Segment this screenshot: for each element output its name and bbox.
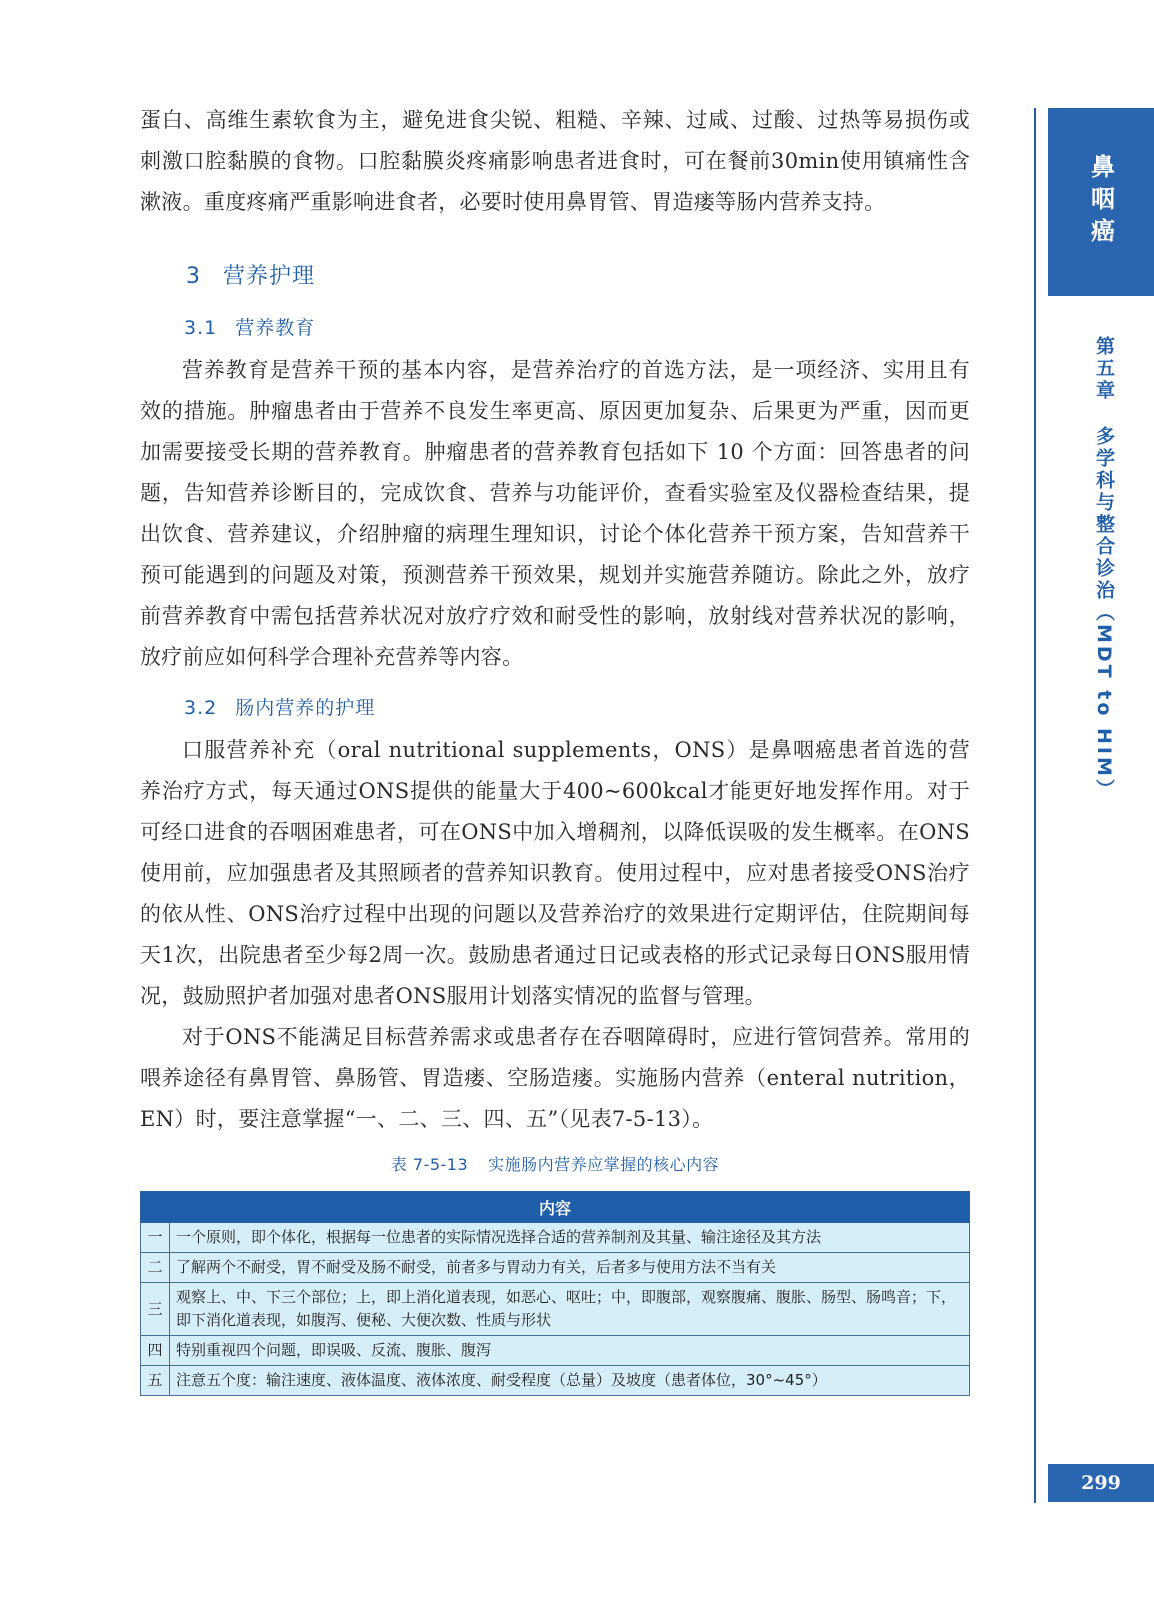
chapter-name: 多学科与整合诊治（MDT to HIM）	[1093, 426, 1115, 801]
paragraph: 蛋白、高维生素软食为主，避免进食尖锐、粗糙、辛辣、过咸、过酸、过热等易损伤或刺激口腔黏膜的食物。口腔黏膜炎疼痛影响患者进食时，可在餐前30min使用镇痛性含漱液。重度疼痛严重影响进食者，必要时使用鼻胃管、胃造瘘等肠内营养支持。	[140, 108, 970, 214]
row-text: 特别重视四个问题，即误吸、反流、腹胀、腹泻	[170, 1336, 970, 1366]
subsection-number: 3.2	[184, 697, 218, 719]
section-title: 营养护理	[223, 264, 316, 289]
row-text: 注意五个度：输注速度、液体温度、液体浓度、耐受程度（总量）及坡度（患者体位，30°~45°）	[170, 1366, 970, 1396]
row-index: 三	[141, 1283, 170, 1336]
chapter-tab	[1048, 108, 1154, 296]
row-index: 二	[141, 1253, 170, 1283]
page-content	[140, 100, 970, 1396]
section-heading	[186, 259, 970, 290]
paragraph: 口服营养补充（oral nutritional supplements，ONS）是鼻咽癌患者首选的营养治疗方式，每天通过ONS提供的能量大于400~600kcal才能更好地发挥作用。对于可经口进食的吞咽困难患者，可在ONS中加入增稠剂，以降低误吸的发生概率。在ONS使用前，应加强患者及其照顾者的营养知识教育。使用过程中，应对患者接受ONS治疗的依从性、ONS治疗过程中出现的问题以及营养治疗的效果进行定期评估，住院期间每天1次，出院患者至少每2周一次。鼓励患者通过日记或表格的形式记录每日ONS服用情况，鼓励照护者加强对患者ONS服用计划落实情况的监督与管理。	[140, 738, 970, 1008]
section-number: 3	[186, 264, 201, 289]
table-row	[141, 1223, 970, 1253]
row-text: 观察上、中、下三个部位；上，即上消化道表现，如恶心、呕吐；中，即腹部，观察腹痛、腹胀、肠型、肠鸣音；下，即下消化道表现，如腹泻、便秘、大便次数、性质与形状	[170, 1283, 970, 1336]
table-row	[141, 1366, 970, 1396]
subsection-title: 营养教育	[235, 317, 316, 339]
chapter-title	[1078, 336, 1118, 801]
page-number: 299	[1048, 1464, 1154, 1502]
core-content-table	[140, 1191, 970, 1396]
table-caption	[140, 1152, 970, 1175]
row-index: 五	[141, 1366, 170, 1396]
subsection-number: 3.1	[184, 317, 218, 339]
table-row	[141, 1336, 970, 1366]
table-number: 表 7-5-13	[390, 1155, 469, 1174]
row-text: 了解两个不耐受，胃不耐受及肠不耐受，前者多与胃动力有关，后者多与使用方法不当有关	[170, 1253, 970, 1283]
row-index: 四	[141, 1336, 170, 1366]
table-header: 内容	[141, 1192, 970, 1223]
row-text: 一个原则，即个体化，根据每一位患者的实际情况选择合适的营养制剂及其量、输注途径及其方法	[170, 1223, 970, 1253]
subsection-title: 肠内营养的护理	[235, 697, 376, 719]
row-index: 一	[141, 1223, 170, 1253]
margin-rule	[1034, 108, 1036, 1503]
chapter-number: 第五章	[1093, 336, 1115, 402]
chapter-tab-label: 鼻咽癌	[1086, 154, 1115, 250]
paragraph: 对于ONS不能满足目标营养需求或患者存在吞咽障碍时，应进行管饲营养。常用的喂养途径有鼻胃管、鼻肠管、胃造瘘、空肠造瘘。实施肠内营养（enteral nutrition，EN）时，要注意掌握“一、二、三、四、五”（见表7-5-13）。	[140, 1025, 970, 1131]
table-title: 实施肠内营养应掌握的核心内容	[488, 1155, 720, 1174]
subsection-heading	[184, 688, 970, 728]
paragraph: 营养教育是营养干预的基本内容，是营养治疗的首选方法，是一项经济、实用且有效的措施。肿瘤患者由于营养不良发生率更高、原因更加复杂、后果更为严重，因而更加需要接受长期的营养教育。肿瘤患者的营养教育包括如下 10 个方面：回答患者的问题，告知营养诊断目的，完成饮食、营养与功能评价，查看实验室及仪器检查结果，提出饮食、营养建议，介绍肿瘤的病理生理知识，讨论个体化营养干预方案，告知营养干预可能遇到的问题及对策，预测营养干预效果，规划并实施营养随访。除此之外，放疗前营养教育中需包括营养状况对放疗疗效和耐受性的影响，放射线对营养状况的影响，放疗前应如何科学合理补充营养等内容。	[140, 358, 970, 669]
table-row	[141, 1253, 970, 1283]
table-row	[141, 1283, 970, 1336]
subsection-heading	[184, 308, 970, 348]
